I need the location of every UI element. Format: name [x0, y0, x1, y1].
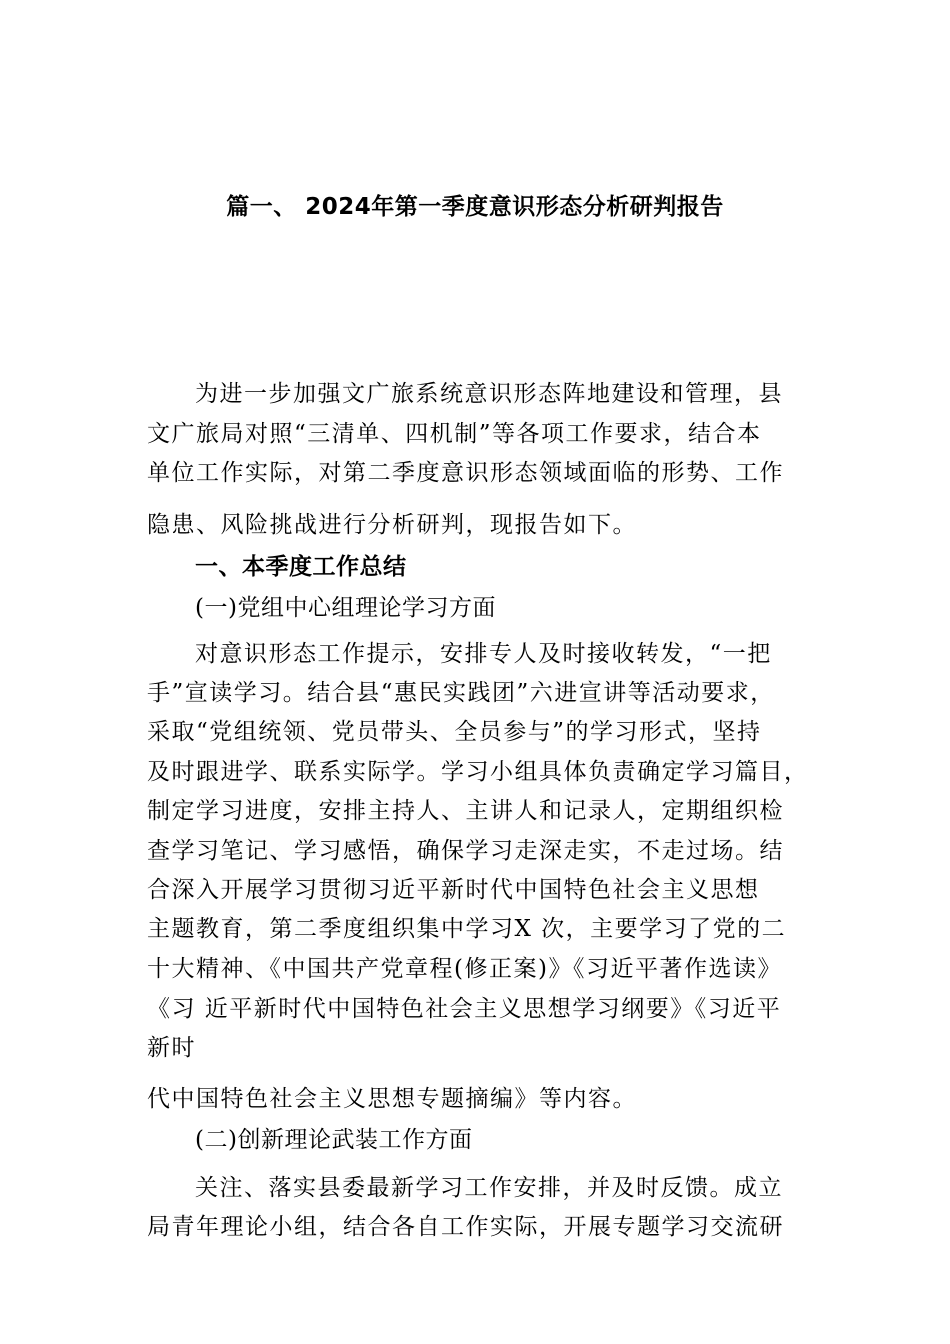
paragraph-line: 手”宣读学习。结合县“惠民实践团”六进宣讲等活动要求， — [147, 680, 775, 706]
paragraph-line: 代中国特色社会主义思想专题摘编》等内容。 — [147, 1086, 637, 1112]
paragraph-line: 采取“党组统领、党员带头、全员参与”的学习形式，坚持 — [147, 719, 762, 745]
section-heading: 一、本季度工作总结 — [195, 554, 407, 580]
document-title: 篇一、 2024年第一季度意识形态分析研判报告 — [226, 194, 724, 220]
paragraph-line: 关注、落实县委最新学习工作安排，并及时反馈。成立 — [195, 1175, 783, 1201]
paragraph-line: 十大精神、《中国共产党章程(修正案)》《习近平著作选读》 — [147, 956, 782, 982]
subsection-heading: (一)党组中心组理论学习方面 — [195, 595, 496, 621]
paragraph-line: 为进一步加强文广旅系统意识形态阵地建设和管理，县 — [195, 381, 783, 407]
paragraph-line: 合深入开展学习贯彻习近平新时代中国特色社会主义思想 — [147, 877, 760, 903]
paragraph-line: 单位工作实际，对第二季度意识形态领域面临的形势、工作 — [147, 460, 784, 486]
paragraph-line: 文广旅局对照“三清单、四机制”等各项工作要求，结合本 — [147, 421, 762, 447]
paragraph-line: 制定学习进度，安排主持人、主讲人和记录人，定期组织检 — [147, 798, 784, 824]
paragraph-line: 《习 近平新时代中国特色社会主义思想学习纲要》《习近平 — [147, 996, 782, 1022]
paragraph-line: 隐患、风险挑战进行分析研判，现报告如下。 — [147, 512, 637, 538]
paragraph-line: 对意识形态工作提示，安排专人及时接收转发，“一把 — [195, 641, 772, 667]
subsection-heading: (二)创新理论武装工作方面 — [195, 1127, 473, 1153]
paragraph-line: 及时跟进学、联系实际学。学习小组具体负责确定学习篇目， — [147, 759, 809, 785]
paragraph-line: 新时 — [147, 1035, 196, 1061]
paragraph-line: 局青年理论小组，结合各自工作实际，开展专题学习交流研 — [147, 1214, 784, 1240]
paragraph-line: 查学习笔记、学习感悟，确保学习走深走实，不走过场。结 — [147, 838, 784, 864]
paragraph-line: 主题教育，第二季度组织集中学习X 次，主要学习了党的二 — [147, 916, 787, 942]
